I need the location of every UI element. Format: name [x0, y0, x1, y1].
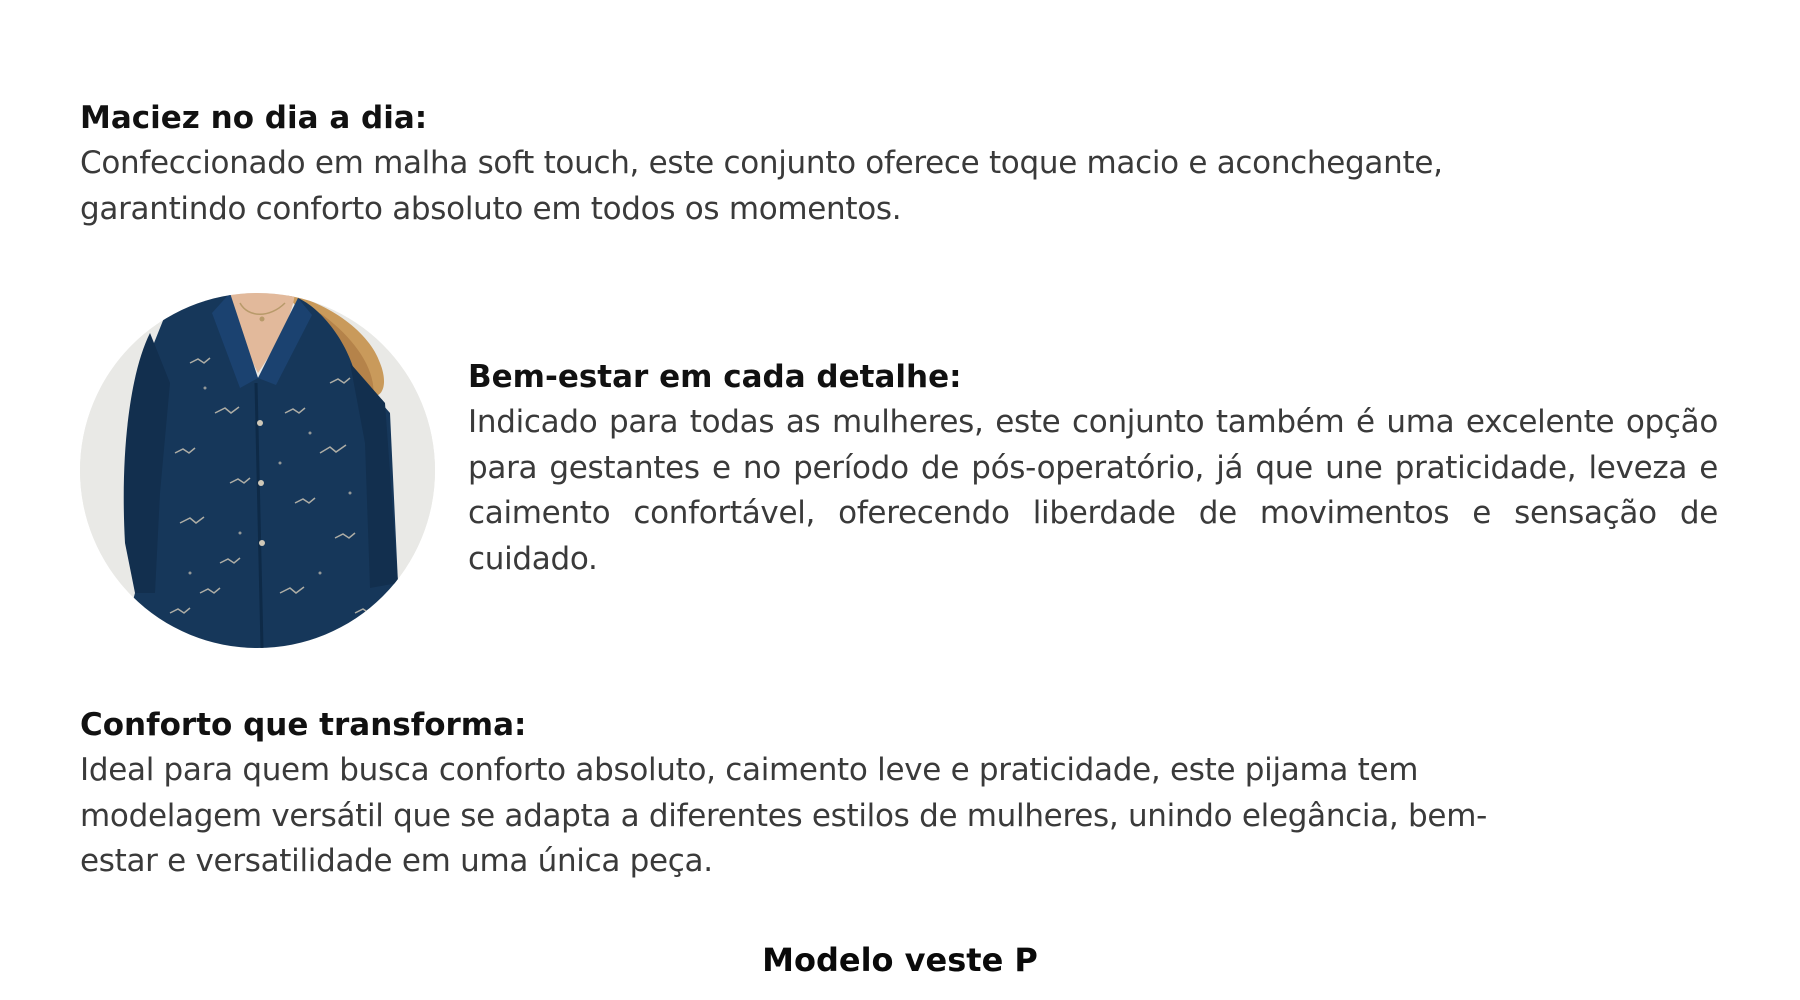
model-size-caption: Modelo veste P [762, 941, 1038, 979]
section-maciez [80, 96, 1640, 232]
section-body-line: estar e versatilidade em uma única peça. [80, 843, 713, 879]
section-body: Indicado para todas as mulheres, este conjunto também é uma excelente opção para gestantes e no período de pós-operatório, já que une praticidade, leveza e caimento confortável, oferecendo liberdade de movimentos e sensação de cuidado. [468, 404, 1718, 577]
section-body-line: garantindo conforto absoluto em todos os momentos. [80, 190, 902, 227]
section-body-line: Ideal para quem busca conforto absoluto, caimento leve e praticidade, este pijama tem [80, 752, 1419, 788]
model-photo-icon [80, 293, 435, 648]
section-body-line: modelagem versátil que se adapta a diferentes estilos de mulheres, unindo elegância, bem- [80, 797, 1487, 834]
model-photo [80, 293, 435, 648]
section-conforto [80, 703, 1670, 885]
section-heading: Conforto que transforma: [80, 707, 527, 743]
section-heading: Maciez no dia a dia: [80, 100, 428, 136]
section-body-line: Confeccionado em malha soft touch, este conjunto oferece toque macio e aconchegante, [80, 145, 1443, 181]
section-heading: Bem-estar em cada detalhe: [468, 359, 962, 395]
section-bem-estar [468, 355, 1718, 582]
